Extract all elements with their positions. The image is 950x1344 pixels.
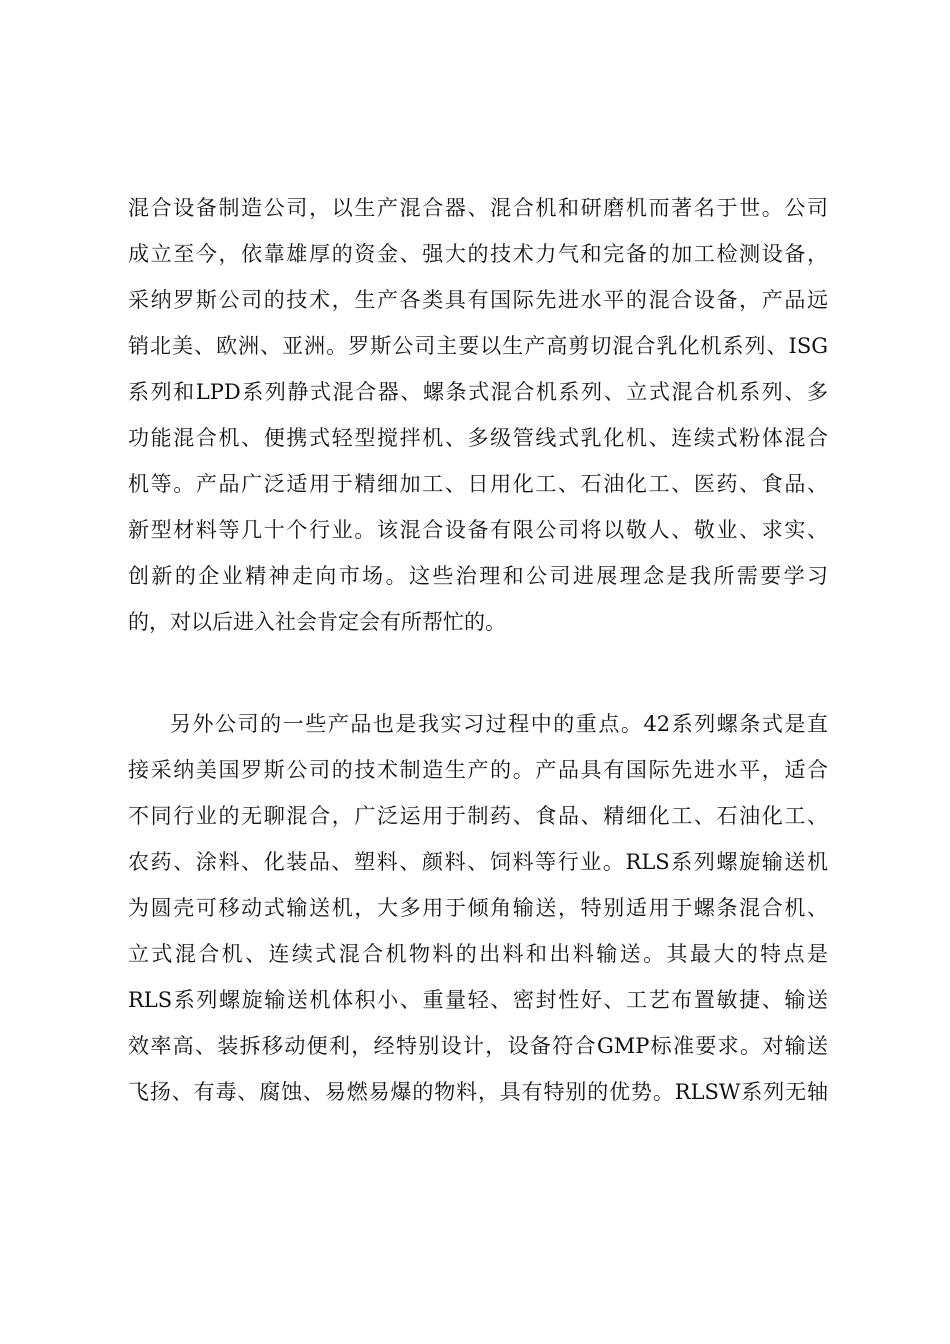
text-line: 功能混合机、便携式轻型搅拌机、多级管线式乳化机、连续式粉体混合 — [128, 426, 828, 450]
text-line: 效率高、装拆移动便利，经特别设计，设备符合GMP标准要求。对输送 — [128, 1034, 828, 1058]
text-line: 创新的企业精神走向市场。这些治理和公司进展理念是我所需要学习 — [128, 564, 828, 588]
text-line: 新型材料等几十个行业。该混合设备有限公司将以敬人、敬业、求实、 — [128, 518, 828, 542]
text-line: 为圆壳可移动式输送机，大多用于倾角输送，特别适用于螺条混合机、 — [128, 896, 828, 920]
text-line: 混合设备制造公司，以生产混合器、混合机和研磨机而著名于世。公司 — [128, 196, 828, 220]
text-line: 的，对以后进入社会肯定会有所帮忙的。 — [128, 610, 506, 634]
text-line: 立式混合机、连续式混合机物料的出料和出料输送。其最大的特点是 — [128, 942, 828, 966]
text-line: 另外公司的一些产品也是我实习过程中的重点。42系列螺条式是直 — [170, 712, 828, 736]
text-line: 系列和LPD系列静式混合器、螺条式混合机系列、立式混合机系列、多 — [128, 380, 828, 404]
text-line: 农药、涂料、化装品、塑料、颜料、饲料等行业。RLS系列螺旋输送机 — [128, 850, 828, 874]
text-line: 接采纳美国罗斯公司的技术制造生产的。产品具有国际先进水平，适合 — [128, 758, 828, 782]
text-line: 成立至今，依靠雄厚的资金、强大的技术力气和完备的加工检测设备， — [128, 242, 828, 266]
text-line: 不同行业的无聊混合，广泛运用于制药、食品、精细化工、石油化工、 — [128, 804, 828, 828]
text-line: 飞扬、有毒、腐蚀、易燃易爆的物料，具有特别的优势。RLSW系列无轴 — [128, 1080, 828, 1104]
text-line: 销北美、欧洲、亚洲。罗斯公司主要以生产高剪切混合乳化机系列、ISG — [128, 334, 828, 358]
text-line: RLS系列螺旋输送机体积小、重量轻、密封性好、工艺布置敏捷、输送 — [128, 988, 828, 1012]
text-line: 机等。产品广泛适用于精细加工、日用化工、石油化工、医药、食品、 — [128, 472, 828, 496]
text-line: 采纳罗斯公司的技术，生产各类具有国际先进水平的混合设备，产品远 — [128, 288, 828, 312]
